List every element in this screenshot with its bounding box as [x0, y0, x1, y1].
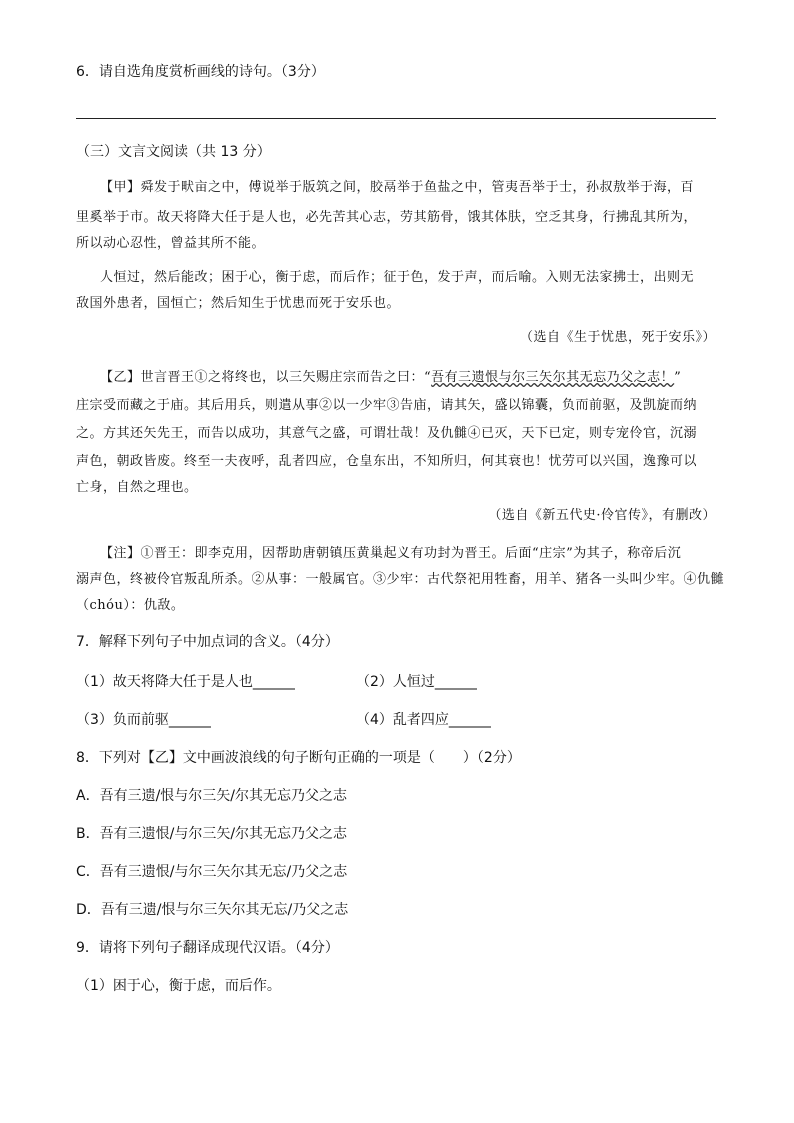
question-7: 7．解释下列句子中加点词的含义。（4分） [76, 634, 339, 650]
yi-source: （选自《新五代史·伶官传》，有删改） [488, 508, 716, 523]
option-a[interactable]: A．吾有三遗/恨与尔三矢/尔其无忘乃父之志 [76, 788, 348, 804]
yi-line: 亡身，自然之理也。 [76, 480, 198, 495]
note-line: 溺声色，终被伶官叛乱所杀。②从事：一般属官。③少牢：古代祭祀用牲畜，用羊、猪各一头叫少牢。④仇雠 [76, 572, 725, 587]
question-6: 6．请自选角度赏析画线的诗句。（3分） [76, 64, 325, 80]
jia-line: 人恒过，然后能改；困于心，衡于虑，而后作；征于色，发于声，而后喻。入则无法家拂士，出则无 [100, 270, 695, 285]
answer-line [76, 118, 716, 119]
yi-line: 庄宗受而藏之于庙。其后用兵，则遣从事②以一少牢③告庙，请其矢，盛以锦囊，负而前驱，及凯旋而纳 [76, 398, 698, 413]
option-d[interactable]: D．吾有三遗/恨与尔三矢尔其无忘/乃父之志 [76, 902, 349, 918]
jia-line: 里奚举于市。故天将降大任于是人也，必先苦其心志，劳其筋骨，饿其体肤，空乏其身，行拂乱其所为， [76, 210, 698, 225]
option-b[interactable]: B．吾有三遗恨/与尔三矢/尔其无忘乃父之志 [76, 826, 348, 842]
yi-line: 之。方其还矢先王，而告以成功，其意气之盛，可谓壮哉！及仇雠④已灭，天下已定，则专宠伶官，沉溺 [76, 426, 698, 441]
note-line: 【注】①晋王：即李克用，因帮助唐朝镇压黄巢起义有功封为晋王。后面“庄宗”为其子，称帝后沉 [100, 546, 682, 561]
question-8: 8．下列对【乙】文中画波浪线的句子断句正确的一项是（ ）（2分） [76, 750, 521, 766]
yi-line-start: 【乙】世言晋王①之将终也，以三矢赐庄宗而告之曰：“ [100, 370, 432, 385]
jia-line: 【甲】舜发于畎亩之中，傅说举于版筑之间，胶鬲举于鱼盐之中，管夷吾举于士，孙叔敖举于海，百 [100, 180, 695, 195]
jia-line: 敌国外患者，国恒亡；然后知生于忧患而死于安乐也。 [76, 296, 401, 311]
yi-line-end: ” [674, 370, 682, 385]
yi-line [100, 368, 681, 388]
q7-item-3: （3）负而前驱______ [76, 712, 211, 728]
section-title: （三）文言文阅读（共 13 分） [76, 144, 271, 160]
wavy-sentence: 吾有三遗恨与尔三矢尔其无忘乃父之志！ [431, 370, 675, 385]
jia-line: 所以动心忍性，曾益其所不能。 [76, 236, 266, 251]
q7-item-2: （2）人恒过______ [356, 674, 477, 690]
yi-line: 声色，朝政皆废。终至一夫夜呼，乱者四应，仓皇东出，不知所归，何其衰也！忧劳可以兴国，逸豫可以 [76, 454, 698, 469]
note-line: （chóu）：仇敌。 [76, 598, 185, 613]
q9-item-1: （1）困于心，衡于虑，而后作。 [76, 978, 281, 994]
question-9: 9．请将下列句子翻译成现代汉语。（4分） [76, 940, 339, 956]
q7-item-4: （4）乱者四应______ [356, 712, 491, 728]
q7-item-1: （1）故天将降大任于是人也______ [76, 674, 295, 690]
jia-source: （选自《生于忧患，死于安乐》） [519, 330, 716, 345]
option-c[interactable]: C．吾有三遗恨/与尔三矢尔其无忘/乃父之志 [76, 864, 348, 880]
